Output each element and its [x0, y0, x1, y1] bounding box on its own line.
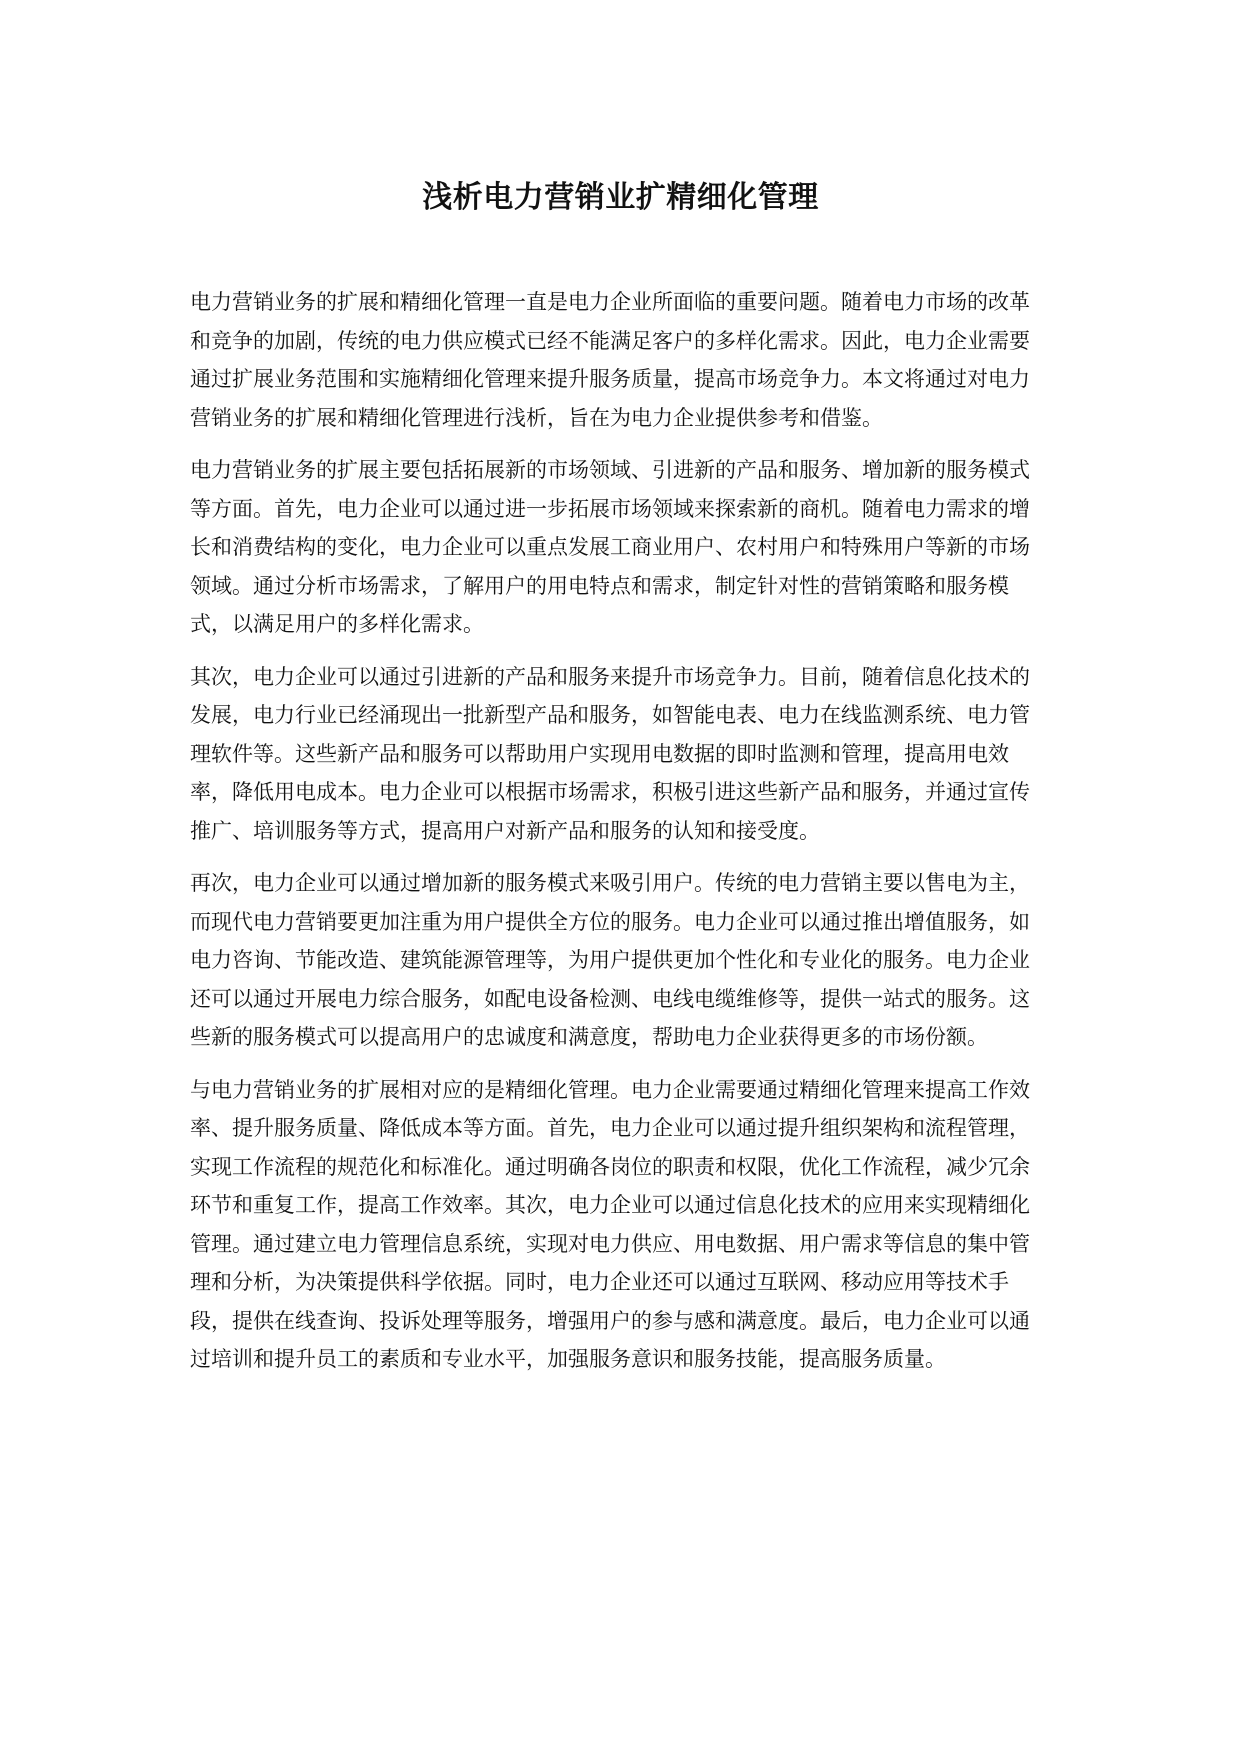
document-title: 浅析电力营销业扩精细化管理: [422, 180, 819, 215]
paragraph-2: 电力营销业务的扩展主要包括拓展新的市场领域、引进新的产品和服务、增加新的服务模式等方面。首先，电力企业可以通过进一步拓展市场领域来探索新的商机。随着电力需求的增长和消费结构的变化，电力企业可以重点发展工商业用户、农村用户和特殊用户等新的市场领域。通过分析市场需求，了解用户的用电特点和需求，制定针对性的营销策略和服务模式，以满足用户的多样化需求。: [190, 458, 1030, 636]
paragraph-1: 电力营销业务的扩展和精细化管理一直是电力企业所面临的重要问题。随着电力市场的改革和竞争的加剧，传统的电力供应模式已经不能满足客户的多样化需求。因此，电力企业需要通过扩展业务范围和实施精细化管理来提升服务质量，提高市场竞争力。本文将通过对电力营销业务的扩展和精细化管理进行浅析，旨在为电力企业提供参考和借鉴。: [190, 290, 1030, 430]
paragraph-4: 再次，电力企业可以通过增加新的服务模式来吸引用户。传统的电力营销主要以售电为主，而现代电力营销要更加注重为用户提供全方位的服务。电力企业可以通过推出增值服务，如电力咨询、节能改造、建筑能源管理等，为用户提供更加个性化和专业化的服务。电力企业还可以通过开展电力综合服务，如配电设备检测、电线电缆维修等，提供一站式的服务。这些新的服务模式可以提高用户的忠诚度和满意度，帮助电力企业获得更多的市场份额。: [190, 871, 1030, 1049]
paragraph-5: 与电力营销业务的扩展相对应的是精细化管理。电力企业需要通过精细化管理来提高工作效率、提升服务质量、降低成本等方面。首先，电力企业可以通过提升组织架构和流程管理，实现工作流程的规范化和标准化。通过明确各岗位的职责和权限，优化工作流程，减少冗余环节和重复工作，提高工作效率。其次，电力企业可以通过信息化技术的应用来实现精细化管理。通过建立电力管理信息系统，实现对电力供应、用电数据、用户需求等信息的集中管理和分析，为决策提供科学依据。同时，电力企业还可以通过互联网、移动应用等技术手段，提供在线查询、投诉处理等服务，增强用户的参与感和满意度。最后，电力企业可以通过培训和提升员工的素质和专业水平，加强服务意识和服务技能，提高服务质量。: [190, 1077, 1030, 1371]
document-body: [190, 283, 1050, 1393]
paragraph-3: 其次，电力企业可以通过引进新的产品和服务来提升市场竞争力。目前，随着信息化技术的发展，电力行业已经涌现出一批新型产品和服务，如智能电表、电力在线监测系统、电力管理软件等。这些新产品和服务可以帮助用户实现用电数据的即时监测和管理，提高用电效率，降低用电成本。电力企业可以根据市场需求，积极引进这些新产品和服务，并通过宣传推广、培训服务等方式，提高用户对新产品和服务的认知和接受度。: [190, 664, 1030, 843]
